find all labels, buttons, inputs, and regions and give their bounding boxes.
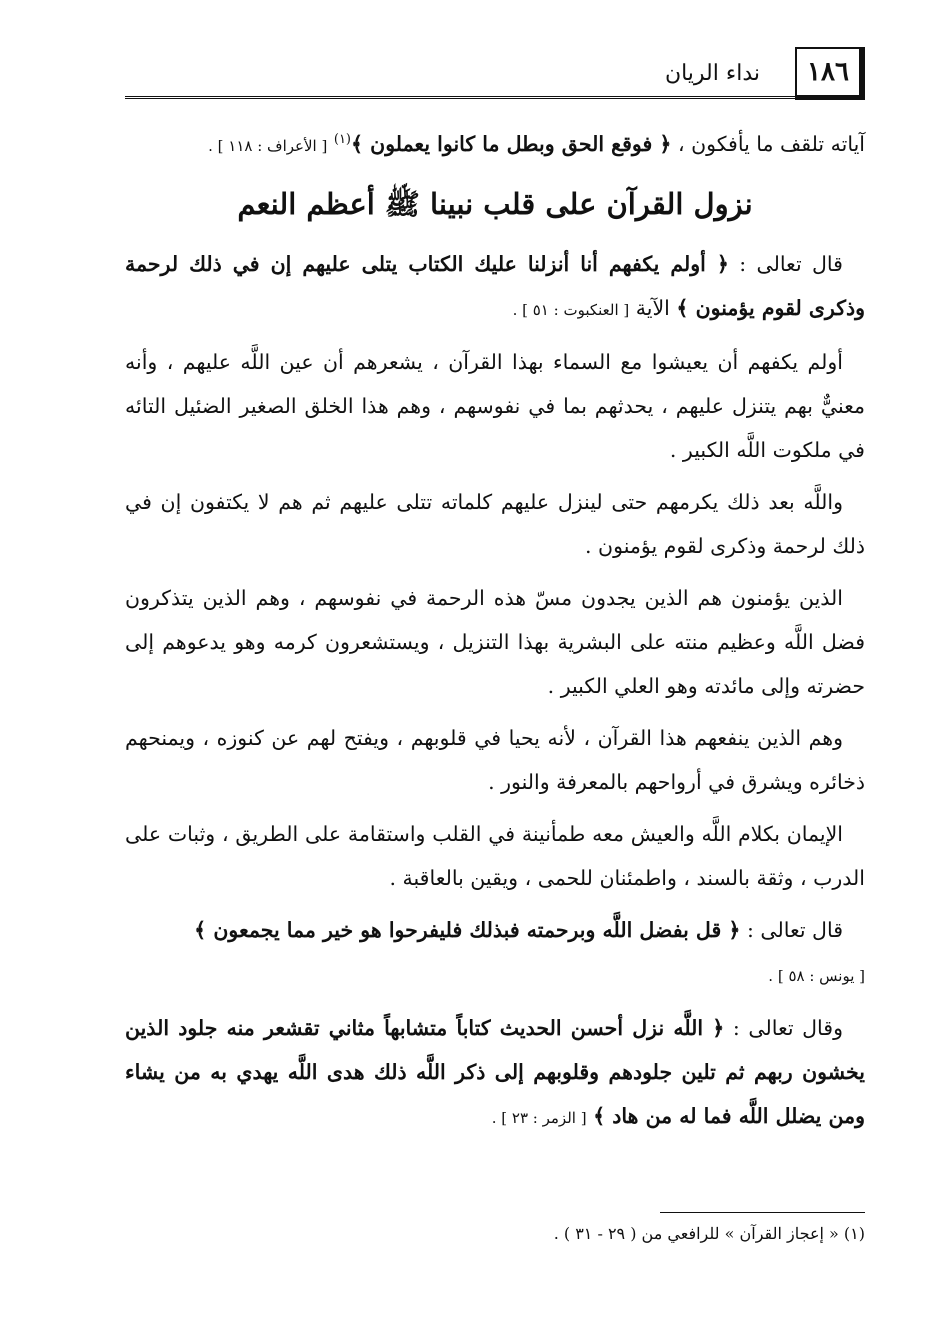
header-rule — [125, 96, 865, 99]
text-span: الآية — [635, 295, 670, 320]
quran-verse: ﴿ أولم يكفهم أنا أنزلنا عليك الكتاب يتلى عليهم إن في ذلك لرحمة وذكرى لقوم يؤمنون ﴾ — [125, 251, 865, 320]
paragraph-2: أولم يكفهم أن يعيشوا مع السماء بهذا القرآن ، يشعرهم أن عين اللَّه عليهم ، وأنه معنيٌّ بهم يتنزل عليهم ، يحدثهم بما في نفوسهم ، وهم هذا الخلق الصغير الضئيل التائه في ملكوت اللَّه الكبير . — [125, 349, 865, 462]
quran-verse: ﴿ اللَّه نزل أحسن الحديث كتاباً متشابهاً مثاني تقشعر منه جلود الذين يخشون ربهم ثم تلين جلودهم وقلوبهم إلى ذكر اللَّه ذلك هدى اللَّه يهدي به من يشاء ومن يضلل اللَّه فما له من هاد ﴾ — [125, 1015, 865, 1128]
verse-reference: [ العنكبوت : ٥١ ] . — [512, 300, 630, 319]
paragraph-1 — [125, 242, 865, 332]
running-title: نداء الريان — [664, 61, 760, 86]
text-span: قال تعالى : — [746, 917, 843, 942]
text-span: وقال تعالى : — [732, 1015, 843, 1040]
paragraph-3: واللَّه بعد ذلك يكرمهم حتى لينزل عليهم كلماته تتلى عليهم ثم هم لا يكتفون إن في ذلك لرحمة وذكرى لقوم يؤمنون . — [125, 489, 865, 558]
main-text — [125, 118, 865, 1148]
page-header — [125, 47, 865, 101]
text-span: قال تعالى : — [739, 251, 843, 276]
paragraph-7 — [125, 908, 865, 998]
paragraph-0 — [125, 118, 865, 168]
page-number: ١٨٦ — [795, 47, 865, 100]
paragraph-8 — [125, 1006, 865, 1140]
quran-verse: ﴿ قل بفضل اللَّه وبرحمته فبذلك فليفرحوا هو خير مما يجمعون ﴾ — [194, 917, 741, 942]
section-heading: نزول القرآن على قلب نبينا ﷺ أعظم النعم — [237, 186, 753, 221]
verse-reference: [ الأعراف : ١١٨ ] . — [208, 136, 328, 155]
verse-reference: [ الزمر : ٢٣ ] . — [491, 1108, 587, 1127]
footnote-marker: (١) — [333, 132, 351, 147]
paragraph-4: الذين يؤمنون هم الذين يجدون مسّ هذه الرحمة في نفوسهم ، وهم الذين يتذكرون فضل اللَّه وعظيم منته على البشرية بهذا التنزيل ، ويستشعرون كرمه وهو يدعوهم إلى حضرته وإلى مائدته وهو العلي الكبير . — [125, 585, 865, 698]
footnote: (١) « إعجاز القرآن » للرافعي من ( ٢٩ - ٣١ ) . — [553, 1224, 865, 1243]
verse-reference: [ يونس : ٥٨ ] . — [768, 966, 865, 985]
text-span: آياته تلقف ما يأفكون ، — [677, 131, 865, 156]
paragraph-5: وهم الذين ينفعهم هذا القرآن ، لأنه يحيا في قلوبهم ، ويفتح لهم عن كنوزه ، ويمنحهم ذخائره ويشرق في أرواحهم بالمعرفة والنور . — [125, 725, 865, 794]
paragraph-6: الإيمان بكلام اللَّه والعيش معه طمأنينة في القلب واستقامة على الطريق ، وثبات على الدرب ، وثقة بالسند ، واطمئنان للحمى ، ويقين بالعاقبة . — [125, 821, 865, 890]
footnote-rule — [660, 1212, 865, 1213]
quran-verse: ﴿ فوقع الحق وبطل ما كانوا يعملون ﴾ — [351, 131, 672, 156]
